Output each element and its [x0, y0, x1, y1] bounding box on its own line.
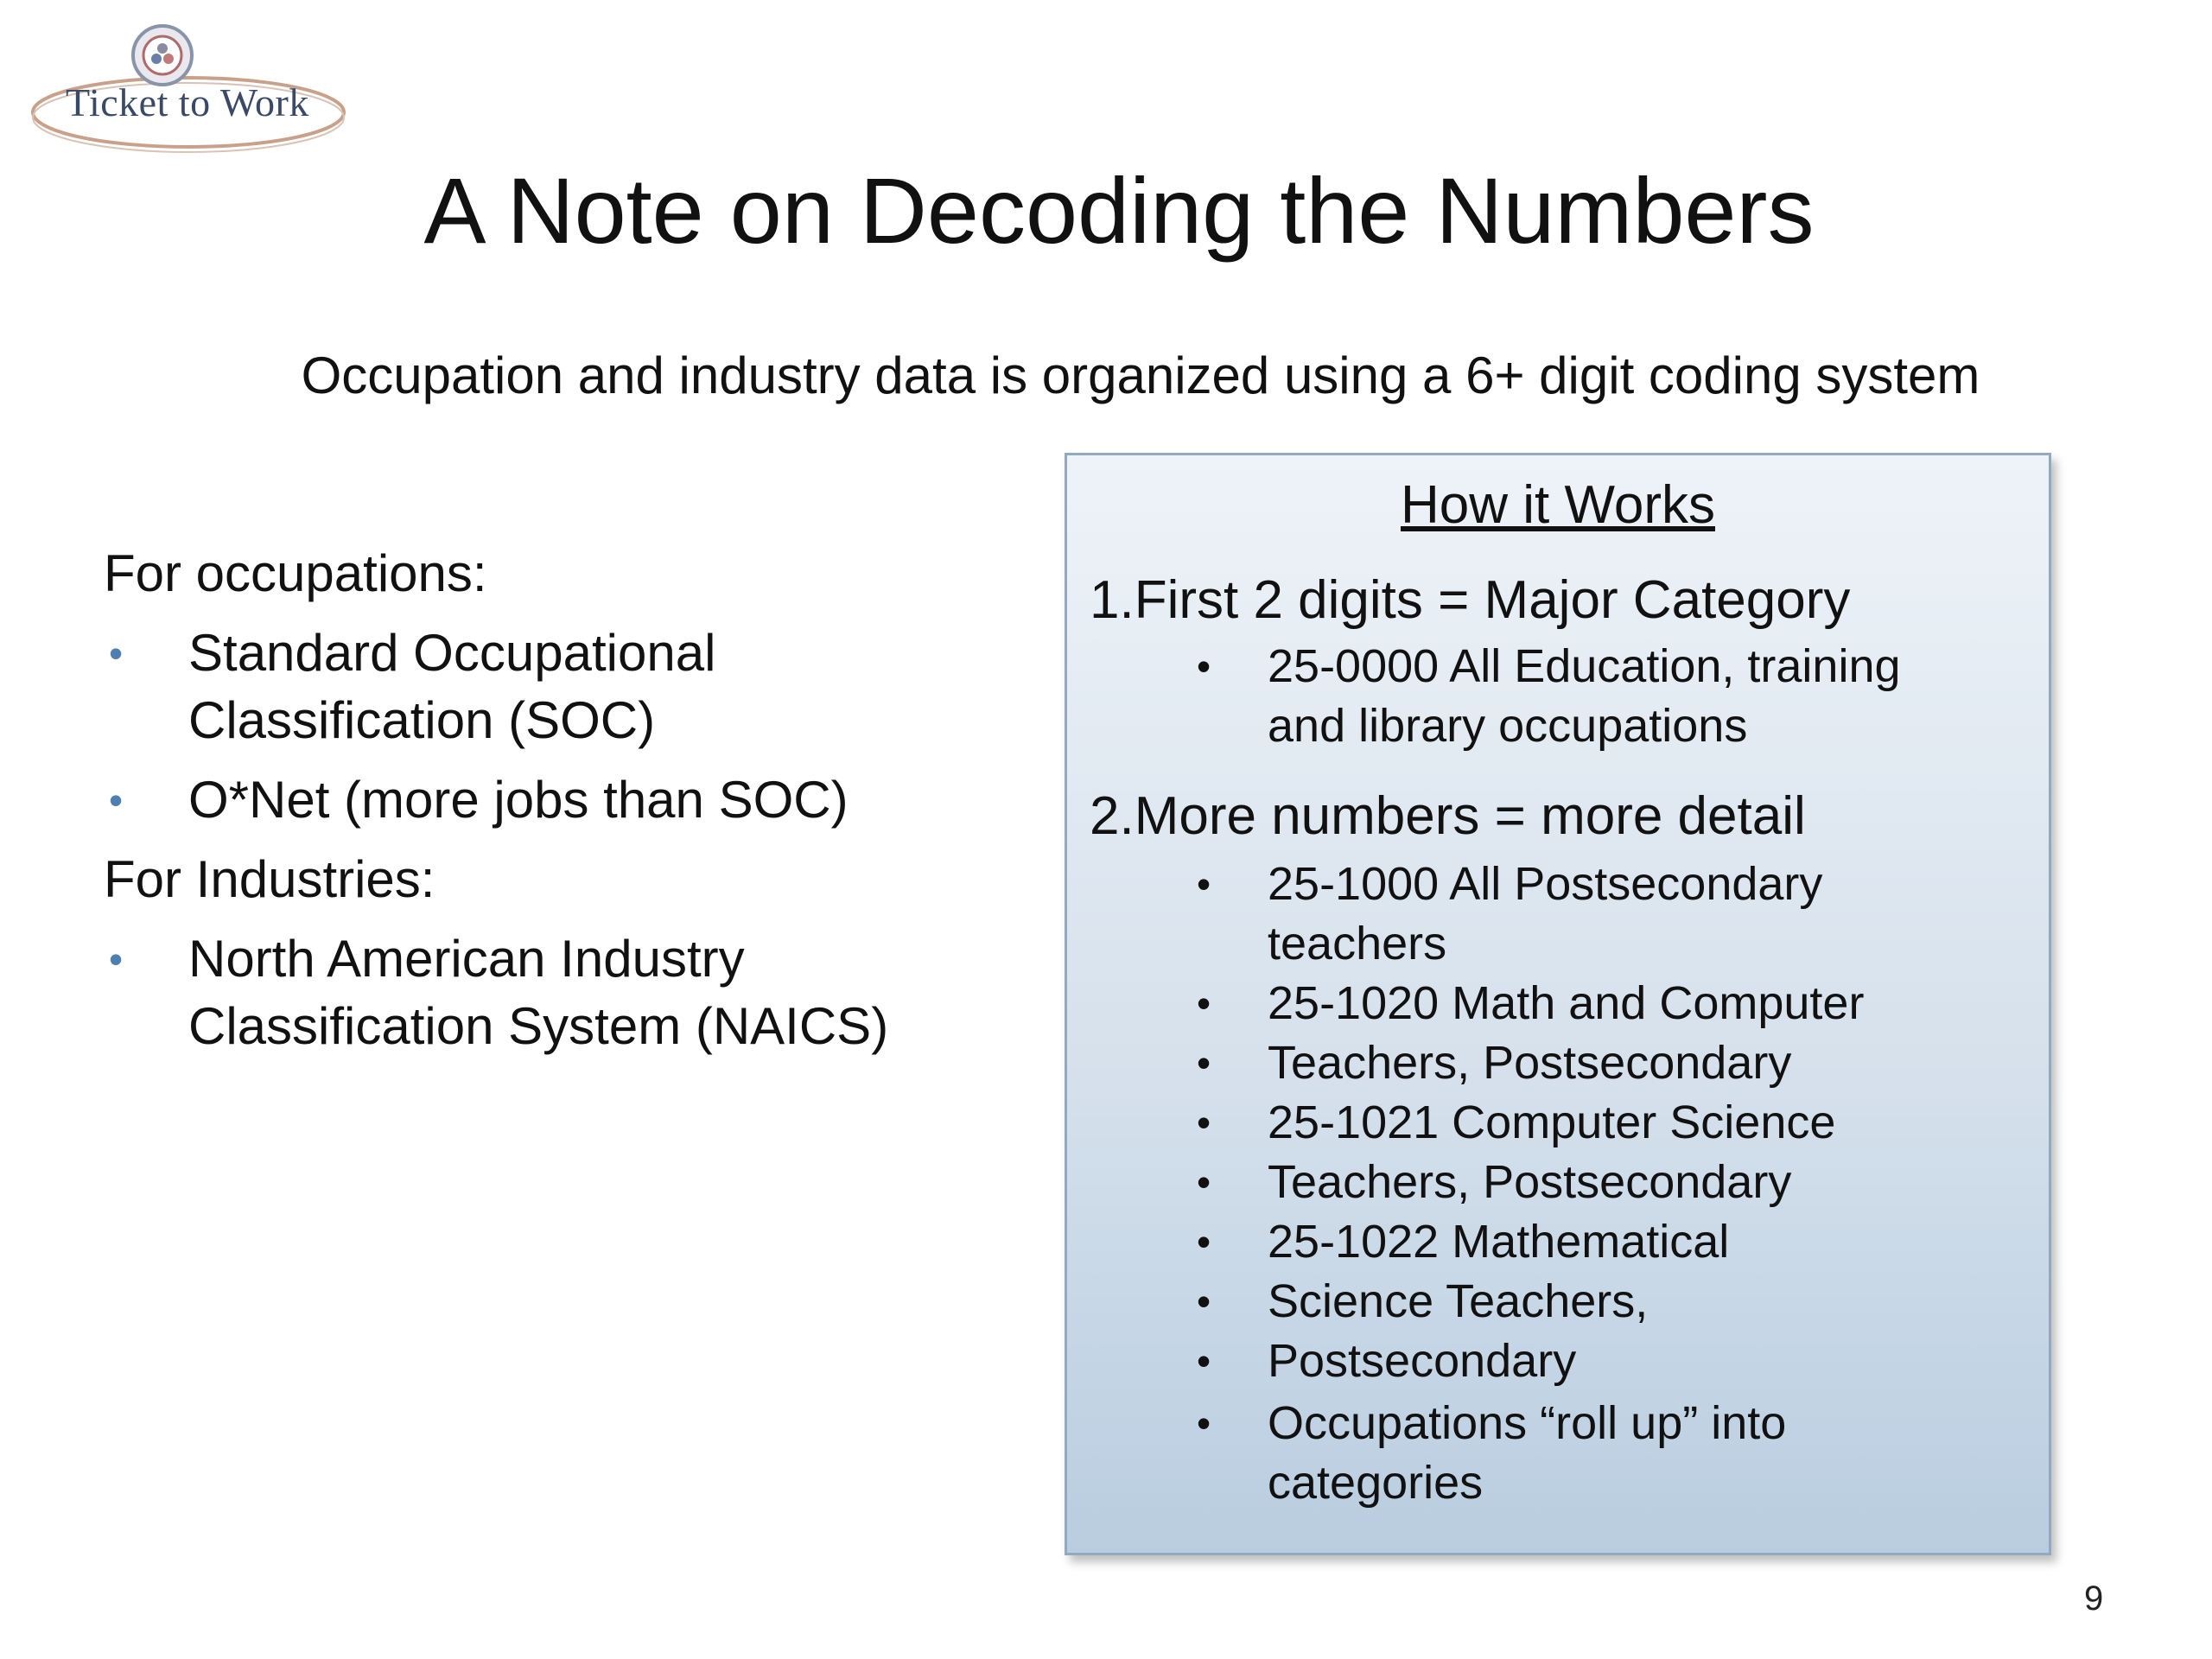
industries-heading: For Industries: [104, 850, 435, 908]
list-item [1197, 1033, 2028, 1093]
list-item [104, 925, 1020, 1060]
list-item-text: Occupations “roll up” into [1268, 1397, 1787, 1449]
list-item-text: Postsecondary [1268, 1335, 1577, 1387]
list-item-text: 25-0000 All Education, training [1268, 640, 1901, 692]
list-item-text: 25-1021 Computer Science [1268, 1096, 1836, 1148]
list-item-text: 25-1000 All Postsecondary [1268, 858, 1823, 910]
list-item-text: 25-1022 Mathematical [1268, 1216, 1730, 1268]
logo-text: Ticket to Work [66, 80, 309, 124]
list-item-text: Teachers, Postsecondary [1268, 1156, 1792, 1208]
occupations-heading: For occupations: [104, 544, 487, 602]
list-item-text: O*Net (more jobs than SOC) [188, 771, 849, 829]
bullet-icon: • [1197, 1279, 1211, 1324]
list-item-text: North American Industry Classification System (NAICS) [188, 930, 889, 1055]
list-item-continuation: categories [1268, 1457, 1484, 1509]
bullet-icon: • [1197, 1100, 1211, 1145]
box-heading: How it Works [1400, 475, 1715, 535]
list-item-text: 25-1020 Math and Computer [1268, 977, 1865, 1029]
list-item [1197, 1212, 2028, 1272]
bullet-icon: • [109, 778, 124, 823]
point-label: 2.More numbers = more detail [1090, 786, 1806, 846]
bullet-icon: • [1197, 1401, 1211, 1446]
bullet-icon: • [1197, 1040, 1211, 1085]
list-item [1197, 1394, 2028, 1453]
slide-title: A Note on Decoding the Numbers [423, 158, 1815, 263]
bullet-icon: • [1197, 981, 1211, 1026]
bullet-icon: • [109, 937, 124, 982]
list-item-continuation: and library occupations [1268, 700, 1748, 752]
list-item [1197, 637, 2028, 696]
slide-subtitle: Occupation and industry data is organized using a 6+ digit coding system [301, 346, 1980, 404]
list-item-continuation: teachers [1268, 918, 1447, 969]
bullet-icon: • [1197, 861, 1211, 906]
list-item [1197, 855, 2028, 914]
list-item [1197, 974, 2028, 1033]
list-item [1197, 1272, 2028, 1332]
list-item-text: Teachers, Postsecondary [1268, 1037, 1792, 1089]
list-item [104, 766, 1020, 834]
bullet-icon: • [1197, 644, 1211, 689]
left-column [104, 540, 1020, 1072]
list-item [1197, 1153, 2028, 1212]
page-number: 9 [2084, 1580, 2104, 1618]
list-item-text: Standard Occupational Classification (SOC) [188, 624, 716, 749]
bullet-icon: • [1197, 1338, 1211, 1383]
list-item [104, 620, 1020, 754]
list-item [1197, 1093, 2028, 1153]
point-label: 1.First 2 digits = Major Category [1090, 570, 1851, 630]
list-item-text: Science Teachers, [1268, 1275, 1649, 1327]
list-item [1197, 1332, 2028, 1391]
how-it-works-box [1065, 453, 2051, 1555]
bullet-icon: • [1197, 1160, 1211, 1205]
bullet-icon: • [109, 631, 124, 676]
ticket-to-work-logo [24, 17, 361, 156]
bullet-icon: • [1197, 1219, 1211, 1264]
